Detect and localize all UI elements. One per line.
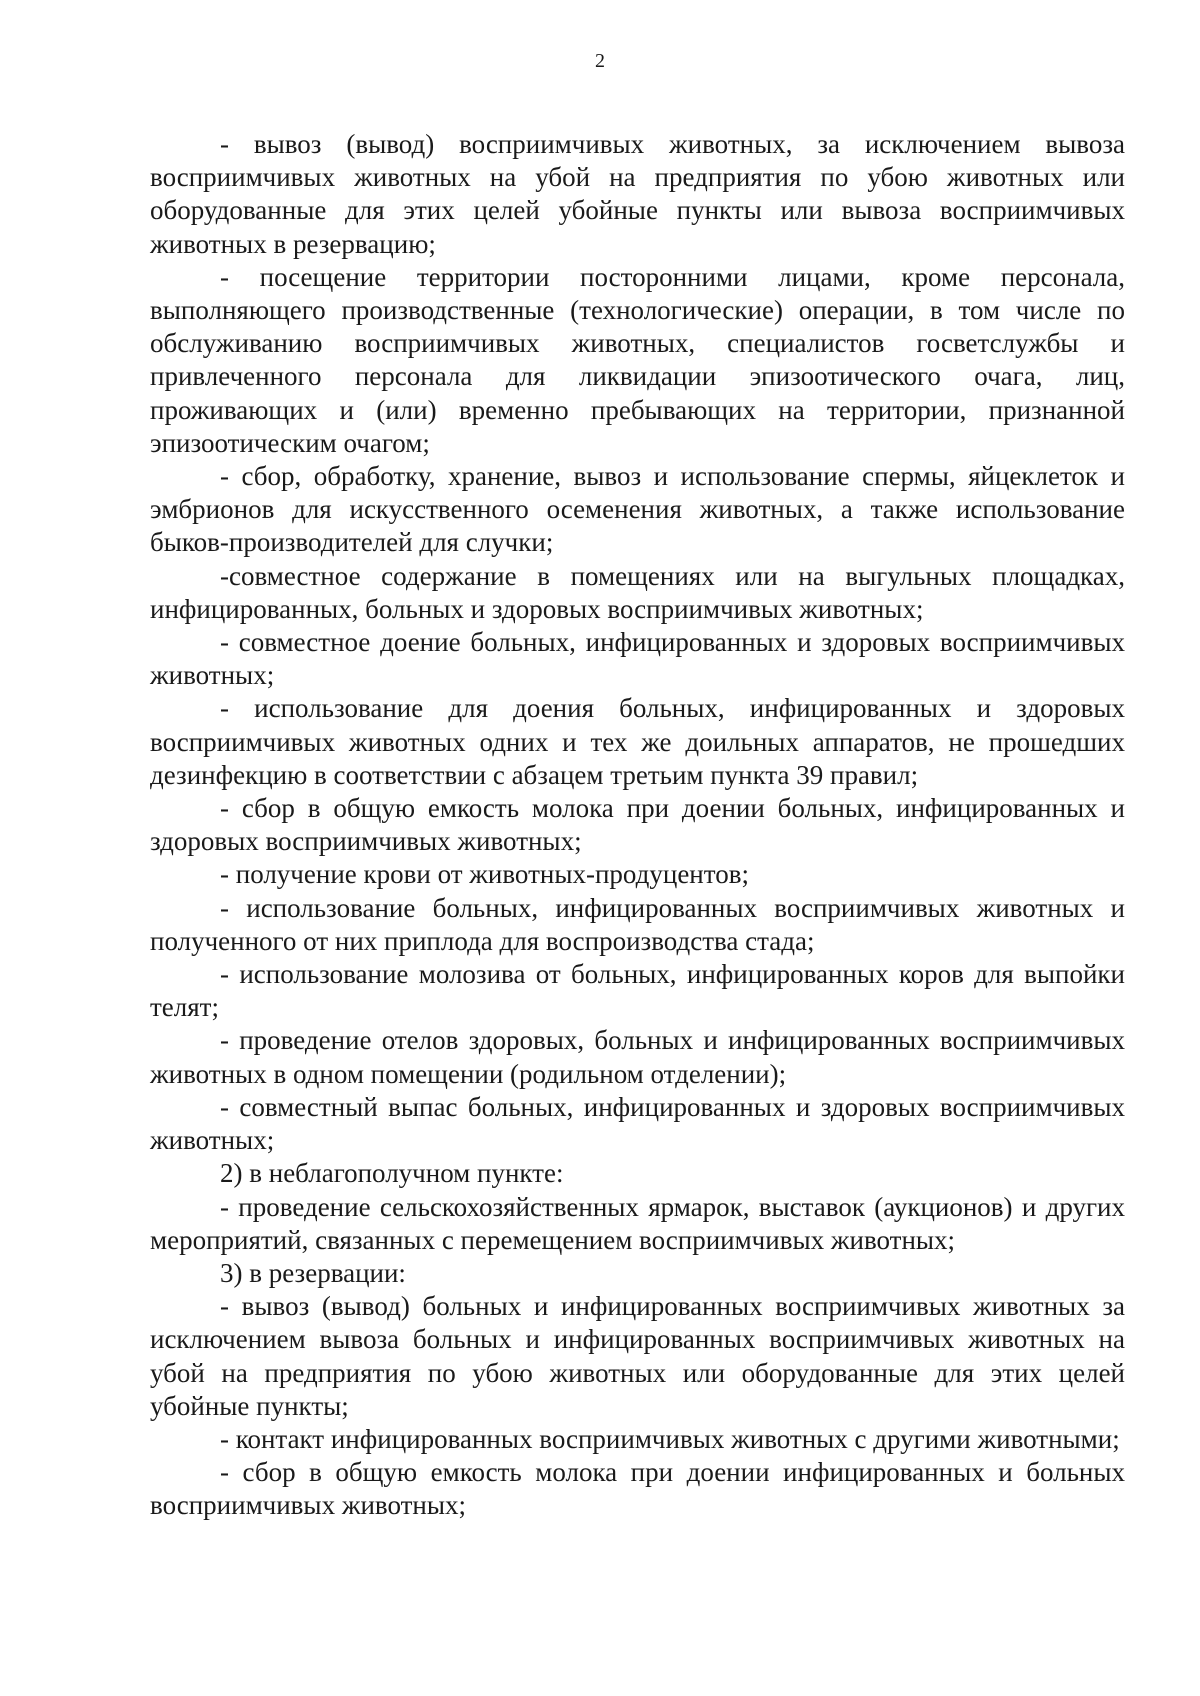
paragraph-export-animals: - вывоз (вывод) восприимчивых животных, за исключением вывоза восприимчивых животных на убой на предприятия по убою животных или оборудованные для этих целей убойные пункты или вывоза восприимчивых животных в резервацию; (150, 129, 1125, 259)
paragraph-joint-milking: - совместное доение больных, инфицированных и здоровых восприимчивых животных; (150, 627, 1125, 691)
paragraph-colostrum: - использование молозива от больных, инфицированных коров для выпойки телят; (150, 959, 1125, 1023)
paragraph-calving: - проведение отелов здоровых, больных и инфицированных восприимчивых животных в одном помещении (родильном отделении); (150, 1025, 1125, 1089)
section-heading-reservation: 3) в резервации: (220, 1257, 406, 1288)
section-heading-unfavorable-point: 2) в неблагополучном пункте: (220, 1158, 564, 1189)
document-body (150, 128, 1125, 1523)
paragraph-milk-collection: - сбор в общую емкость молока при доении больных, инфицированных и здоровых восприимчивых животных; (150, 793, 1125, 857)
paragraph-herd-reproduction: - использование больных, инфицированных восприимчивых животных и полученного от них приплода для воспроизводства стада; (150, 892, 1125, 956)
page-number: 2 (595, 50, 605, 72)
paragraph-visiting-territory: - посещение территории посторонними лицами, кроме персонала, выполняющего производственные (технологические) операции, в том числе по обслуживанию восприимчивых животных, специалистов госветслужбы и привлеченного персонала для ликвидации эпизоотического очага, лиц, проживающих и (или) временно пребывающих на территории, признанной эпизоотическим очагом; (150, 261, 1125, 458)
paragraph-joint-keeping: -совместное содержание в помещениях или на выгульных площадках, инфицированных, больных и здоровых восприимчивых животных; (150, 560, 1125, 624)
paragraph-milking-machines: - использование для доения больных, инфицированных и здоровых восприимчивых животных одних и тех же доильных аппаратов, не прошедших дезинфекцию в соответствии с абзацем третьим пункта 39 правил; (150, 693, 1125, 790)
paragraph-animal-contact: - контакт инфицированных восприимчивых животных с другими животными; (220, 1423, 1120, 1454)
paragraph-reservation-export: - вывоз (вывод) больных и инфицированных восприимчивых животных за исключением вывоза больных и инфицированных восприимчивых животных на убой на предприятия по убою животных или оборудованные для этих целей убойные пункты; (150, 1291, 1125, 1421)
paragraph-sperm-collection: - сбор, обработку, хранение, вывоз и использование спермы, яйцеклеток и эмбрионов для искусственного осеменения животных, а также использование быков-производителей для случки; (150, 461, 1125, 558)
paragraph-joint-grazing: - совместный выпас больных, инфицированных и здоровых восприимчивых животных; (150, 1091, 1125, 1156)
paragraph-reservation-milk-collection: - сбор в общую емкость молока при доении инфицированных и больных восприимчивых животных; (150, 1457, 1125, 1521)
paragraph-fairs-exhibitions: - проведение сельскохозяйственных ярмарок, выставок (аукционов) и других мероприятий, связанных с перемещением восприимчивых животных; (150, 1191, 1125, 1255)
paragraph-blood-collection: - получение крови от животных-продуцентов; (220, 859, 749, 890)
